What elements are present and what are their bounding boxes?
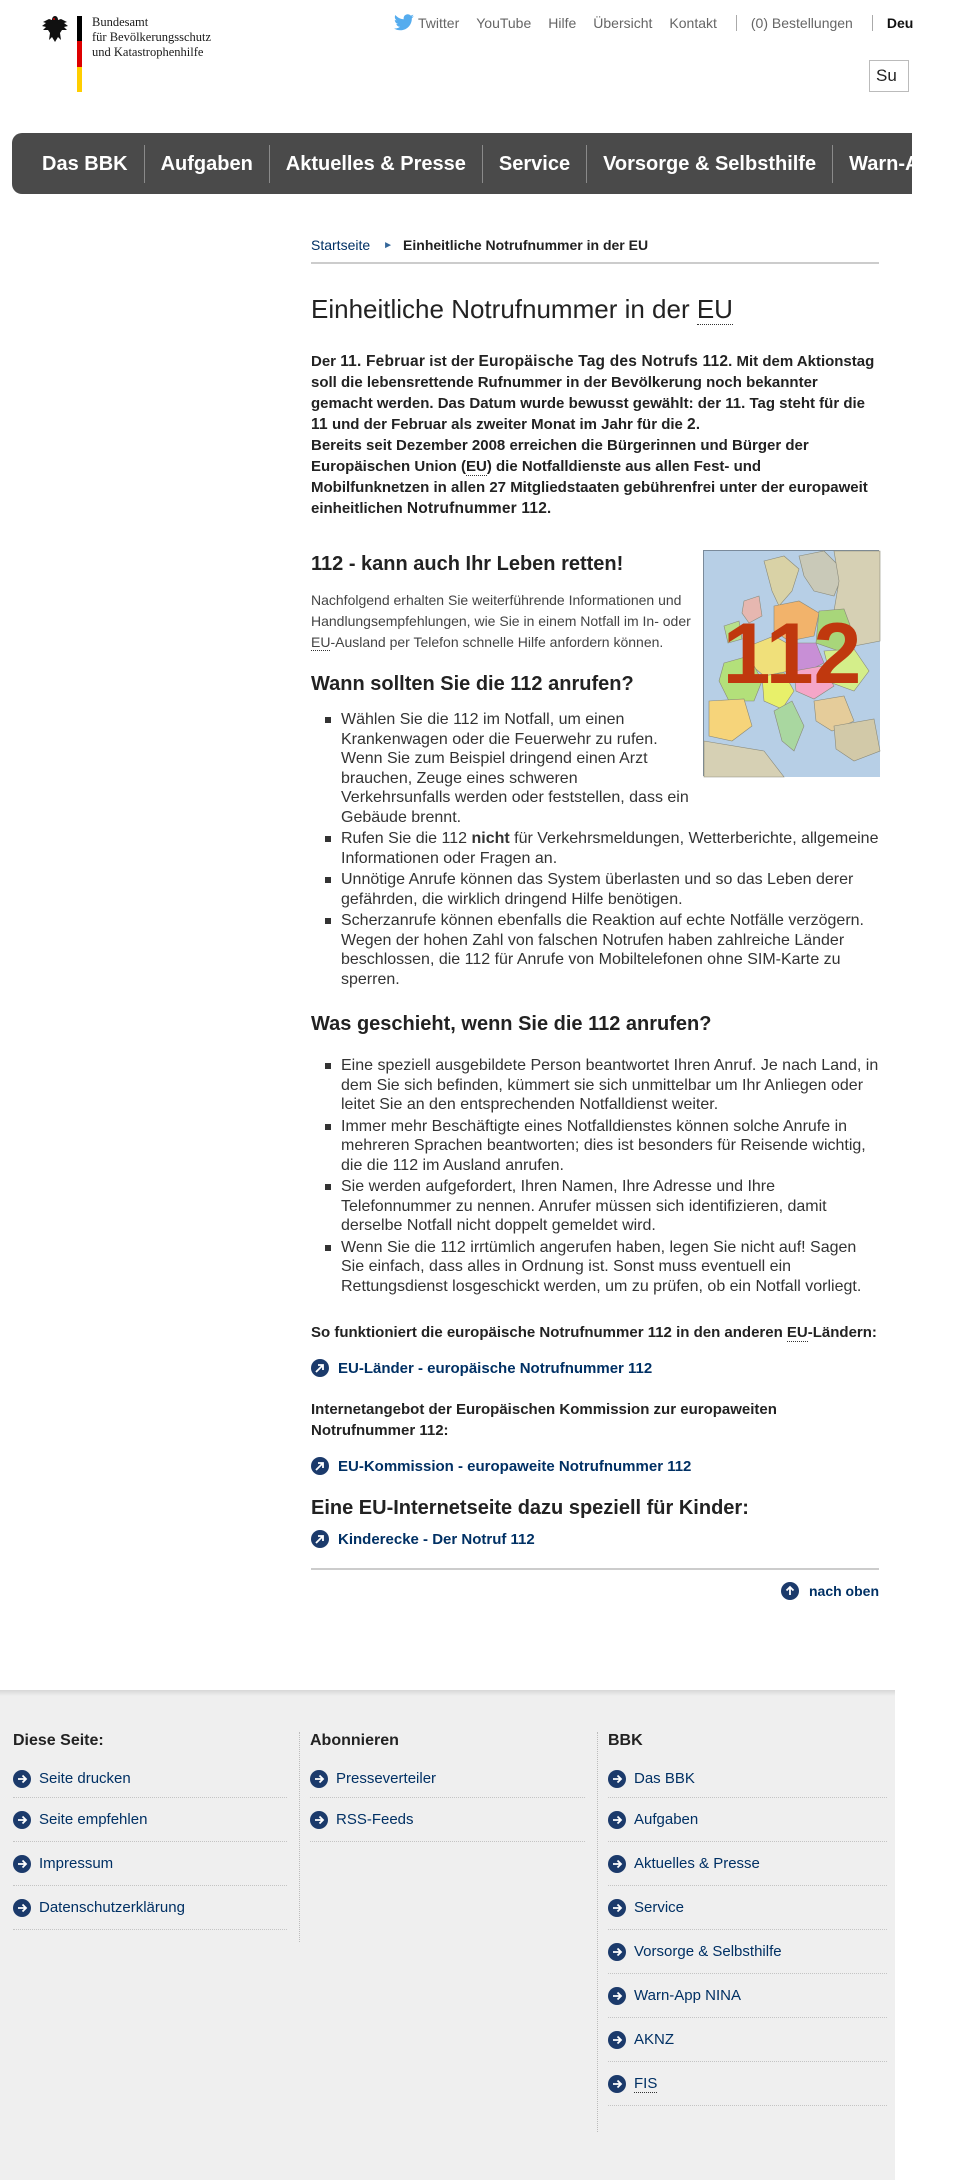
external-link-icon	[311, 1457, 329, 1475]
section-heading-was-geschieht: Was geschieht, wenn Sie die 112 anrufen?	[311, 1013, 712, 1035]
arrow-right-icon	[310, 1811, 328, 1829]
page-title: Einheitliche Notrufnummer in der EU	[311, 294, 733, 324]
footer-heading: Abonnieren	[310, 1732, 399, 1749]
footer-link-fis[interactable]: FIS	[608, 2062, 887, 2106]
section-text: Nachfolgend erhalten Sie weiterführende Informationen und Handlungsempfehlungen, wie Sie in einem Notfall im In- oder EU-Ausland per Telefon schnelle Hilfe anfordern können.	[311, 592, 691, 650]
nav-service[interactable]: Service	[483, 145, 587, 183]
list-item: Sie werden aufgefordert, Ihren Namen, Ihre Adresse und Ihre Telefonnummer zu nennen. Anrufer müssen sich identifizieren, damit derselbe Notfall nicht doppelt gemeldet wird.	[325, 1177, 879, 1236]
footer-heading: BBK	[608, 1732, 643, 1749]
nav-vorsorge-selbsthilfe[interactable]: Vorsorge & Selbsthilfe	[587, 145, 833, 183]
kids-corner-link[interactable]: Kinderecke - Der Notruf 112	[311, 1530, 879, 1548]
list-item: Scherzanrufe können ebenfalls die Reaktion auf echte Notfälle verzögern. Wegen der hohen Zahl von falschen Notrufen haben zahlreiche Länder beschlossen, die 112 für Anrufe von Mobiltelefonen ohne SIM-Karte zu sperren.	[325, 911, 879, 989]
footer-heading: Diese Seite:	[13, 1732, 104, 1749]
arrow-right-icon	[608, 2031, 626, 2049]
twitter-icon	[393, 14, 415, 32]
divider	[311, 1568, 879, 1570]
arrow-right-icon	[13, 1770, 31, 1788]
arrow-right-icon	[13, 1855, 31, 1873]
commission-info-text: Internetangebot der Europäischen Kommission zur europaweiten Notrufnummer 112:	[311, 1401, 777, 1439]
breadcrumb-current: Einheitliche Notrufnummer in der EU	[403, 237, 649, 253]
nav-das-bbk[interactable]: Das BBK	[12, 145, 145, 183]
page-header	[0, 0, 914, 130]
footer-link-aktuelles[interactable]: Aktuelles & Presse	[608, 1842, 887, 1886]
kids-heading: Eine EU-Internetseite dazu speziell für Kinder:	[311, 1497, 749, 1519]
logo-text: Bundesamt für Bevölkerungsschutz und Katastrophenhilfe	[92, 15, 212, 59]
german-flag	[77, 16, 82, 92]
eu-commission-link[interactable]: EU-Kommission - europaweite Notrufnummer 112	[311, 1457, 879, 1475]
orders-link[interactable]: (0) Bestellungen	[750, 15, 853, 31]
footer-link-vorsorge[interactable]: Vorsorge & Selbsthilfe	[608, 1930, 887, 1974]
what-happens-list	[311, 1056, 879, 1296]
list-item: Immer mehr Beschäftigte eines Notfalldienstes können solche Anrufe in mehreren Sprachen beantworten; dies ist besonders für Reisende wichtig, die die 112 im Ausland anrufen.	[325, 1117, 879, 1176]
footer-link-das-bbk[interactable]: Das BBK	[608, 1768, 887, 1798]
list-item: Wählen Sie die 112 im Notfall, um einen Krankenwagen oder die Feuerwehr zu rufen. Wenn Sie zum Beispiel dringend einen Arzt brauchen, Zeuge eines schweren Verkehrsunfalls werden oder feststellen, dass ein Gebäude brennt.	[325, 710, 879, 827]
contact-link[interactable]: Kontakt	[669, 15, 717, 31]
breadcrumb	[311, 230, 879, 264]
footer-column-page	[13, 1732, 287, 1930]
section-heading-wann-anrufen: Wann sollten Sie die 112 anrufen?	[311, 673, 634, 695]
abbr-eu: EU	[696, 294, 733, 324]
footer-link-press-distribution[interactable]: Presseverteiler	[310, 1768, 585, 1798]
breadcrumb-home-link[interactable]: Startseite	[311, 237, 371, 253]
external-link-icon	[311, 1359, 329, 1377]
arrow-up-icon	[781, 1582, 799, 1600]
external-link-icon	[311, 1530, 329, 1548]
federal-eagle-icon	[40, 14, 70, 44]
nav-aufgaben[interactable]: Aufgaben	[145, 145, 270, 183]
arrow-right-icon	[13, 1899, 31, 1917]
arrow-right-icon	[608, 1943, 626, 1961]
arrow-right-icon	[13, 1811, 31, 1829]
footer-column-subscribe	[299, 1732, 585, 1942]
arrow-right-icon	[608, 2075, 626, 2093]
arrow-right-icon	[608, 1987, 626, 2005]
intro-paragraph: Der 11. Februar ist der Europäische Tag des Notrufs 112. Mit dem Aktionstag soll die lebensrettende Rufnummer in der Bevölkerung noch bekannter gemacht werden. Das Datum wurde bewusst gewählt: der 11. Tag steht für die 11 und der Februar als zweiter Monat im Jahr für die 2. Bereits seit Dezember 2008 erreichen die Bürgerinnen und Bürger der Europäischen Union (EU) die Notfalldienste aus allen Fest- und Mobilfunknetzen in allen 27 Mitgliedstaaten gebührenfrei unter der europaweit einheitlichen Notrufnummer 112.	[311, 353, 875, 517]
list-item: Unnötige Anrufe können das System überlasten und so das Leben derer gefährden, die wirklich dringend Hilfe benötigen.	[325, 870, 879, 909]
search-input[interactable]: Su	[869, 60, 909, 92]
footer-link-aknz[interactable]: AKNZ	[608, 2018, 887, 2062]
back-to-top-link[interactable]: nach oben	[311, 1582, 879, 1600]
arrow-right-icon	[608, 1899, 626, 1917]
footer-link-rss[interactable]: RSS-Feeds	[310, 1798, 585, 1842]
arrow-right-icon	[310, 1770, 328, 1788]
twitter-link[interactable]	[393, 14, 459, 32]
nav-warn-app[interactable]: Warn-App	[849, 152, 944, 175]
when-to-call-list	[311, 710, 879, 989]
footer-link-privacy[interactable]: Datenschutzerklärung	[13, 1886, 287, 1930]
main-content	[311, 230, 879, 1600]
list-item: Wenn Sie die 112 irrtümlich angerufen haben, legen Sie nicht auf! Sagen Sie einfach, dass alles in Ordnung ist. Sonst muss eventuell ein Rettungsdienst losgeschickt werden, um zu prüfen, ob ein Notfall vorliegt.	[325, 1238, 879, 1297]
arrow-right-icon	[608, 1770, 626, 1788]
help-link[interactable]: Hilfe	[548, 15, 577, 31]
footer-link-print[interactable]: Seite drucken	[13, 1768, 287, 1798]
bbk-logo[interactable]	[40, 14, 230, 94]
nav-aktuelles-presse[interactable]: Aktuelles & Presse	[270, 145, 483, 183]
breadcrumb-arrow-icon: ►	[383, 240, 394, 251]
service-links	[393, 14, 913, 32]
footer-link-warn-app[interactable]: Warn-App NINA	[608, 1974, 887, 2018]
section-heading-leben-retten: 112 - kann auch Ihr Leben retten!	[311, 553, 624, 575]
map-112-label: 112	[722, 606, 862, 702]
eu-info-text: So funktioniert die europäische Notrufnummer 112 in den anderen EU-Ländern:	[311, 1324, 877, 1341]
article-body	[311, 553, 879, 1600]
divider	[872, 15, 873, 31]
language-switch[interactable]: Deu	[886, 15, 914, 31]
list-item: Rufen Sie die 112 nicht für Verkehrsmeldungen, Wetterberichte, allgemeine Informationen oder Fragen an.	[325, 829, 879, 868]
page-footer	[0, 1690, 895, 2180]
footer-link-service[interactable]: Service	[608, 1886, 887, 1930]
main-navigation	[12, 133, 944, 194]
footer-link-aufgaben[interactable]: Aufgaben	[608, 1798, 887, 1842]
footer-column-bbk	[597, 1732, 887, 2132]
footer-link-imprint[interactable]: Impressum	[13, 1842, 287, 1886]
divider	[736, 15, 737, 31]
twitter-label: Twitter	[418, 15, 460, 31]
arrow-right-icon	[608, 1811, 626, 1829]
eu-countries-link[interactable]: EU-Länder - europäische Notrufnummer 112	[311, 1359, 879, 1377]
list-item: Eine speziell ausgebildete Person beantwortet Ihren Anruf. Je nach Land, in dem Sie sich befinden, kümmert sie sich unmittelbar um Ihr Anliegen oder leitet Sie an den entsprechenden Notfalldienst weiter.	[325, 1056, 879, 1115]
overview-link[interactable]: Übersicht	[593, 15, 653, 31]
youtube-link[interactable]: YouTube	[476, 15, 532, 31]
footer-link-recommend[interactable]: Seite empfehlen	[13, 1798, 287, 1842]
arrow-right-icon	[608, 1855, 626, 1873]
